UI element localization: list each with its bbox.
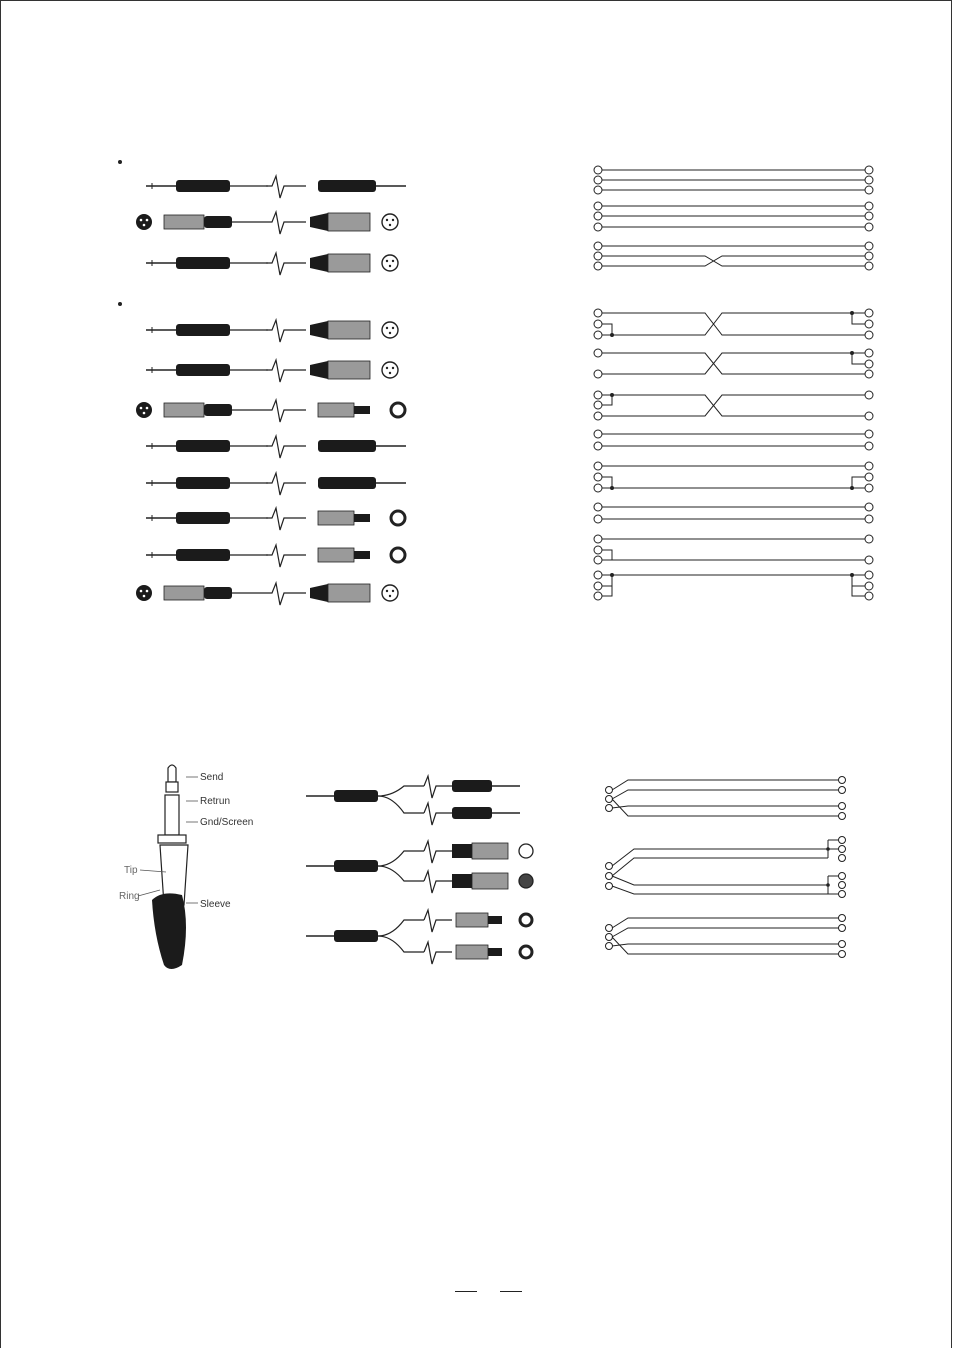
cable-break (266, 545, 306, 567)
pin-terminal (839, 813, 846, 820)
xlr-male-face-icon (382, 362, 398, 378)
wire (602, 313, 865, 335)
adapter-cable-5 (146, 508, 405, 530)
pin-terminal (606, 925, 613, 932)
pin-terminal (594, 484, 602, 492)
jack-body (176, 324, 230, 336)
jack-label-ring: Ring (119, 891, 140, 902)
jack-label-send: Send (200, 772, 224, 783)
pin-terminal (594, 515, 602, 523)
junction-dot (610, 573, 614, 577)
wire (852, 477, 865, 488)
pin-terminal (865, 535, 873, 543)
jack-body (452, 807, 492, 819)
xlr-boot (204, 404, 232, 416)
pin-terminal (594, 223, 602, 231)
pin-terminal (865, 582, 873, 590)
wire (602, 395, 865, 416)
xlr-face-icon (136, 585, 152, 601)
wire (612, 918, 839, 928)
pin-terminal (865, 202, 873, 210)
wire (602, 550, 612, 560)
pin-terminal (865, 370, 873, 378)
pin-terminal (594, 262, 602, 270)
junction-dot (610, 486, 614, 490)
pin-terminal (865, 176, 873, 184)
adapter-cable-2 (136, 400, 405, 422)
jack-body (176, 257, 230, 269)
pin-terminal (594, 535, 602, 543)
xlr-pin (386, 367, 388, 369)
pin-terminal (865, 571, 873, 579)
rca-face-icon (520, 914, 532, 926)
cable-break (424, 803, 452, 825)
wire (602, 586, 612, 596)
pin-terminal (606, 863, 613, 870)
rca-collar (488, 916, 502, 924)
junction-dot (826, 883, 830, 887)
label-leader (138, 890, 160, 896)
jack-body (318, 477, 376, 489)
pin-terminal (865, 252, 873, 260)
pin-terminal (839, 941, 846, 948)
rca-face-icon (391, 403, 405, 417)
pin-terminal (594, 331, 602, 339)
wire (612, 780, 839, 790)
pin-terminal (865, 360, 873, 368)
pin-terminal (606, 934, 613, 941)
pin-terminal (606, 883, 613, 890)
rca-collar (354, 406, 370, 414)
pin-terminal (594, 556, 602, 564)
junction-dot (826, 847, 830, 851)
pin-terminal (865, 442, 873, 450)
pin-terminal (606, 787, 613, 794)
xlr-pin (392, 260, 394, 262)
xlr-face-icon (136, 402, 152, 418)
junction-dot (610, 393, 614, 397)
pin-terminal (594, 186, 602, 194)
pin-terminal (594, 503, 602, 511)
wire (612, 944, 839, 946)
pin-terminal (594, 412, 602, 420)
pin-terminal (594, 571, 602, 579)
xlr-pin (146, 590, 149, 593)
xlr-pin (143, 412, 146, 415)
cable-branch (378, 920, 424, 936)
junction-dot (850, 311, 854, 315)
insert-jack-anatomy (138, 765, 198, 969)
pin-terminal (839, 787, 846, 794)
xlr-male-face-icon (382, 255, 398, 271)
pin-terminal (865, 349, 873, 357)
pin-terminal (594, 309, 602, 317)
rca-face-icon (391, 548, 405, 562)
cable-break (266, 583, 306, 605)
cable-break (266, 253, 306, 275)
pin-terminal (839, 915, 846, 922)
jack-body (176, 512, 230, 524)
cable-branch (378, 851, 424, 866)
pin-terminal (865, 262, 873, 270)
xlr-boot (452, 844, 472, 858)
insert-y-cable-0 (306, 776, 520, 825)
xlr-pin (389, 224, 391, 226)
pin-terminal (594, 166, 602, 174)
wire (852, 586, 865, 596)
xlr-pin (392, 367, 394, 369)
xlr-male-face-icon (382, 322, 398, 338)
pin-terminal (606, 796, 613, 803)
xlr-face-icon (519, 874, 533, 888)
jack-body (334, 860, 378, 872)
wire (602, 575, 612, 586)
pin-terminal (839, 925, 846, 932)
pin-terminal (865, 223, 873, 231)
pin-terminal (865, 515, 873, 523)
cable-break (424, 776, 452, 798)
xlr-shell (472, 873, 508, 889)
cable-break (266, 473, 306, 495)
jack-body (176, 180, 230, 192)
xlr-shell (164, 215, 204, 229)
cable-branch (378, 786, 424, 796)
xlr-boot (310, 254, 328, 272)
jack-cable-grip (152, 893, 186, 969)
jack-body (176, 364, 230, 376)
pin-terminal (839, 777, 846, 784)
jack-body (334, 790, 378, 802)
pin-terminal (839, 855, 846, 862)
wire (602, 395, 612, 405)
pin-terminal (865, 320, 873, 328)
xlr-shell (472, 843, 508, 859)
pin-terminal (606, 805, 613, 812)
wire (612, 876, 828, 885)
cable-break (266, 400, 306, 422)
pin-terminal (594, 176, 602, 184)
xlr-face-icon (519, 844, 533, 858)
jack-body (334, 930, 378, 942)
cable-branch (378, 866, 424, 881)
pin-terminal (594, 546, 602, 554)
pin-terminal (865, 166, 873, 174)
xlr-shell (164, 586, 204, 600)
pin-terminal (594, 252, 602, 260)
pin-terminal (594, 320, 602, 328)
wire (602, 324, 612, 335)
cable-break (424, 841, 452, 863)
pin-terminal (839, 846, 846, 853)
wire (612, 790, 839, 799)
xlr-pin (140, 219, 143, 222)
adapter-cable-6 (146, 545, 405, 567)
xlr-pin (146, 407, 149, 410)
pin-terminal (865, 186, 873, 194)
xlr-shell (328, 361, 370, 379)
xlr-boot (310, 584, 328, 602)
pin-terminal (865, 430, 873, 438)
xlr-shell (164, 403, 204, 417)
adapter-cable-4 (146, 473, 406, 495)
pin-terminal (594, 430, 602, 438)
junction-dot (850, 351, 854, 355)
xlr-boot (204, 216, 232, 228)
wire (602, 313, 865, 335)
xlr-pin (386, 219, 388, 221)
pin-terminal (594, 442, 602, 450)
pin-terminal (839, 803, 846, 810)
standard-cable-0 (146, 176, 406, 198)
pin-terminal (865, 503, 873, 511)
xlr-male-face-icon (382, 214, 398, 230)
adapter-cable-7 (136, 583, 398, 605)
jack-label-retrun: Retrun (200, 796, 231, 807)
insert-y-schematics (606, 777, 846, 958)
rca-shell (318, 403, 354, 417)
junction-dot (610, 333, 614, 337)
pin-terminal (594, 401, 602, 409)
pin-terminal (839, 891, 846, 898)
wire (612, 806, 839, 808)
pin-terminal (865, 212, 873, 220)
wire (602, 353, 865, 374)
pin-terminal (865, 473, 873, 481)
cable-break (266, 176, 306, 198)
xlr-shell (328, 213, 370, 231)
rca-collar (488, 948, 502, 956)
cable-break (266, 508, 306, 530)
standard-cable-1 (136, 212, 398, 234)
xlr-pin (389, 265, 391, 267)
pin-terminal (865, 484, 873, 492)
pin-terminal (839, 951, 846, 958)
jack-body (452, 780, 492, 792)
cable-break (266, 436, 306, 458)
wire (612, 928, 839, 937)
xlr-shell (328, 321, 370, 339)
xlr-pin (140, 407, 143, 410)
rca-shell (318, 548, 354, 562)
jack-label-sleeve: Sleeve (200, 899, 231, 910)
xlr-pin (386, 327, 388, 329)
xlr-pin (386, 260, 388, 262)
jack-body (176, 477, 230, 489)
xlr-pin (389, 372, 391, 374)
pin-terminal (594, 212, 602, 220)
pin-terminal (865, 592, 873, 600)
cable-branch (378, 796, 424, 813)
jack-flange (158, 835, 186, 843)
xlr-pin (386, 590, 388, 592)
pin-terminal (594, 370, 602, 378)
wire (852, 575, 865, 586)
adapter-cable-1 (146, 360, 398, 382)
xlr-pin (392, 590, 394, 592)
jack-body (176, 549, 230, 561)
wire (852, 313, 865, 324)
insert-y-cables (306, 776, 533, 964)
pin-terminal (594, 473, 602, 481)
xlr-boot (310, 361, 328, 379)
rca-face-icon (520, 946, 532, 958)
pin-terminal (839, 873, 846, 880)
xlr-face-icon (136, 214, 152, 230)
jack-label-tip: Tip (124, 865, 138, 876)
cable-break (424, 910, 452, 932)
wire (602, 477, 612, 488)
xlr-shell (328, 254, 370, 272)
wire (602, 256, 865, 266)
jack-body (318, 440, 376, 452)
xlr-pin (143, 224, 146, 227)
rca-shell (318, 511, 354, 525)
pin-terminal (839, 837, 846, 844)
rca-collar (354, 551, 370, 559)
xlr-boot (204, 587, 232, 599)
pin-terminal (865, 242, 873, 250)
standard-cable-2 (146, 253, 398, 275)
wire (612, 799, 839, 816)
rca-shell (456, 945, 488, 959)
cable-break (266, 212, 306, 234)
wire (602, 256, 865, 266)
xlr-pin (389, 332, 391, 334)
pin-terminal (606, 873, 613, 880)
rca-shell (456, 913, 488, 927)
xlr-pin (143, 595, 146, 598)
jack-label-gnd-screen: Gnd/Screen (200, 817, 254, 828)
xlr-pin (392, 327, 394, 329)
jack-sleeve-drawing (165, 795, 179, 835)
rca-collar (354, 514, 370, 522)
jack-tip-drawing (168, 765, 176, 782)
pin-terminal (594, 349, 602, 357)
pin-terminal (865, 309, 873, 317)
jack-ring-drawing (166, 782, 178, 792)
pin-terminal (594, 582, 602, 590)
wire (602, 353, 865, 374)
pin-terminal (865, 556, 873, 564)
xlr-pin (389, 595, 391, 597)
pin-terminal (865, 412, 873, 420)
cable-branch (378, 936, 424, 952)
pin-terminal (594, 202, 602, 210)
pin-terminal (594, 462, 602, 470)
xlr-shell (328, 584, 370, 602)
xlr-male-face-icon (382, 585, 398, 601)
jack-body (176, 440, 230, 452)
xlr-pin (392, 219, 394, 221)
pin-terminal (594, 592, 602, 600)
pin-terminal (865, 331, 873, 339)
xlr-boot (452, 874, 472, 888)
junction-dot (850, 573, 854, 577)
wiring-schematic (594, 166, 873, 600)
wire (612, 858, 828, 876)
rca-face-icon (391, 511, 405, 525)
pin-terminal (865, 391, 873, 399)
insert-y-cable-2 (306, 910, 532, 964)
xlr-pin (146, 219, 149, 222)
xlr-boot (310, 213, 328, 231)
pin-terminal (594, 242, 602, 250)
junction-dot (850, 486, 854, 490)
cable-break (266, 320, 306, 342)
cable-break (424, 942, 452, 964)
jack-body (318, 180, 376, 192)
wire (852, 353, 865, 364)
pin-terminal (606, 943, 613, 950)
adapter-cable-3 (146, 436, 406, 458)
insert-y-cable-1 (306, 841, 533, 893)
wire (612, 937, 839, 954)
adapter-cable-0 (146, 320, 398, 342)
wire (612, 886, 839, 894)
wire (602, 395, 865, 416)
cable-break (266, 360, 306, 382)
xlr-pin (140, 590, 143, 593)
pin-terminal (839, 882, 846, 889)
cable-break (424, 871, 452, 893)
pin-terminal (594, 391, 602, 399)
xlr-boot (310, 321, 328, 339)
pin-terminal (865, 462, 873, 470)
